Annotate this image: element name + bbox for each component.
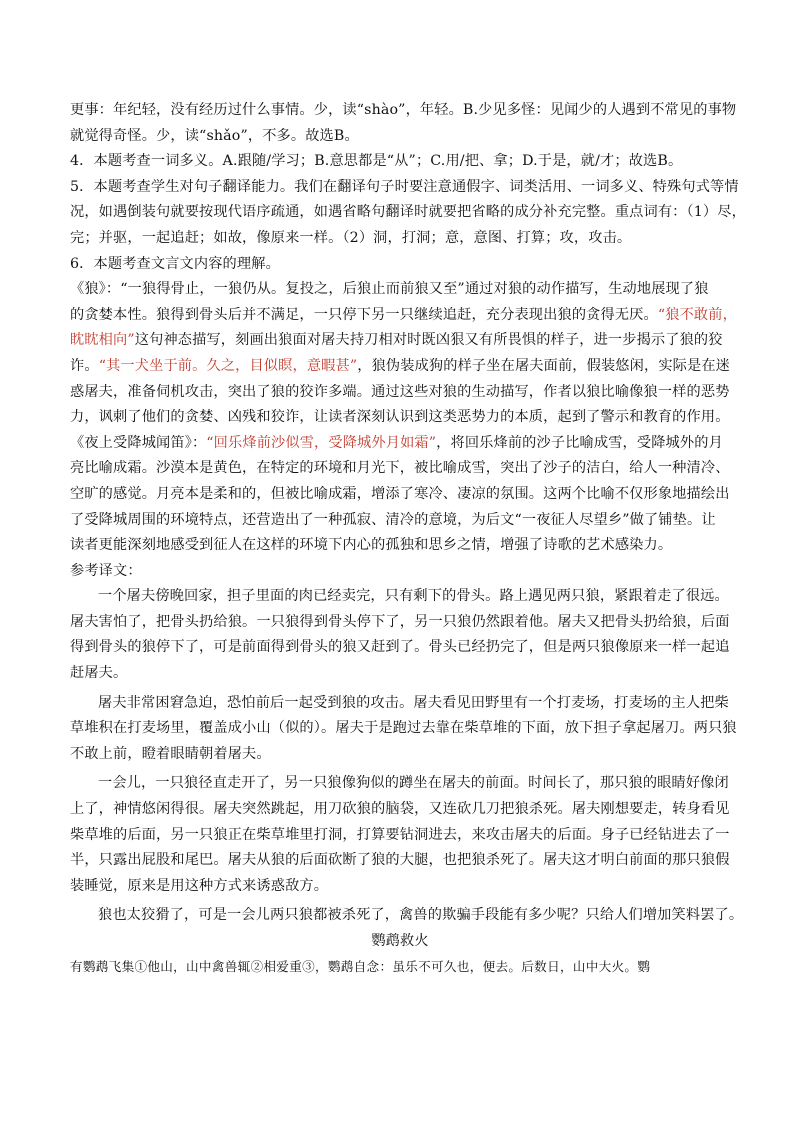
translation-p2-line-3: 不敢上前，瞪着眼睛朝着屠夫。: [70, 745, 271, 762]
wolf-analysis-line-2: [70, 303, 737, 329]
story-title: 鹦鹉救火: [371, 933, 429, 949]
translation-p1-line-4: 赶屠夫。: [70, 665, 128, 682]
answer-5-line-2: 况，如遇倒装句就要按现代语序疏通，如遇省略句翻译时就要把省略的成分补充完整。重点词有：（1）尽，: [70, 204, 746, 221]
quote-highlight: “其一犬坐于前。久之，目似瞑，意暇甚”: [98, 357, 358, 374]
quote-highlight: “回乐烽前沙似雪，受降城外月如霜”: [206, 434, 437, 451]
translation-p3-line-4: 半，只露出屁股和尾巴。屠夫从狼的后面砍断了狼的大腿，也把狼杀死了。屠夫这才明白前面的那只狼假: [70, 852, 730, 869]
document-page: [70, 98, 746, 979]
wolf-analysis-text: 的贪婪本性。狼得到骨头后并不满足，一只停下另一只继续追赶，充分表现出狼的贪得无厌。: [70, 306, 658, 323]
answer-6: 6．本题考查文言文内容的理解。: [70, 255, 280, 272]
poem-analysis-line-3: 空旷的感觉。月亮本是柔和的，但被比喻成霜，增添了寒冷、凄凉的氛围。这两个比喻不仅形象地描绘出: [70, 485, 730, 502]
reference-translation-title: 参考译文：: [70, 562, 142, 579]
answer-5-line-1: 5．本题考查学生对句子翻译能力。我们在翻译句子时要注意通假字、词类活用、一词多义、特殊句式等情: [70, 178, 739, 195]
translation-p3-line-2: 上了，神情悠闲得很。屠夫突然跳起，用刀砍狼的脑袋，又连砍几刀把狼杀死。屠夫刚想要走，转身看见: [70, 801, 730, 818]
answer-3-line-1: 更事：年纪轻，没有经历过什么事情。少，读“shào”，年轻。B.少见多怪：见闻少的人遇到不常见的事物: [70, 102, 737, 118]
answer-3-line-2: 就觉得奇怪。少，读“shǎo”，不多。故选B。: [70, 127, 359, 144]
wolf-analysis-text: ，狼伪装成狗的样子坐在屠夫面前，假装悠闲，实际是在迷: [357, 357, 731, 374]
translation-p1-line-1: 一个屠夫傍晚回家，担子里面的肉已经卖完，只有剩下的骨头。路上遇见两只狼，紧跟着走了很远。: [98, 588, 729, 605]
quote-highlight: “狼不敢前，: [657, 306, 737, 323]
translation-p3-line-3: 柴草堆的后面，另一只狼正在柴草堆里打洞，打算要钻洞进去，来攻击屠夫的后面。身子已经钻进去了一: [70, 826, 730, 843]
wolf-analysis-line-5: 惑屠夫，准备伺机攻击，突出了狼的狡诈多端。通过这些对狼的生动描写，作者以狼比喻像狼一样的恶势: [70, 383, 730, 400]
poem-analysis-line-1: [70, 431, 730, 457]
poem-analysis-text: ，将回乐烽前的沙子比喻成雪，受降城外的月: [436, 434, 723, 451]
wolf-analysis-text: 诈。: [70, 357, 99, 374]
poem-analysis-line-2: 亮比喻成霜。沙漠本是黄色，在特定的环境和月光下，被比喻成雪，突出了沙子的洁白，给人一种清冷、: [70, 460, 730, 477]
wolf-analysis-line-4: [70, 354, 730, 380]
wolf-analysis-line-3: [70, 328, 730, 354]
answer-4: 4．本题考查一词多义。A.跟随/学习；B.意思都是“从”；C.用/把、拿；D.于是，就/才；故选B。: [70, 153, 683, 170]
poem-analysis-line-4: 了受降城周围的环境特点，还营造出了一种孤寂、清冷的意境，为后文“一夜征人尽望乡”做了铺垫。让: [70, 511, 716, 528]
poem-title: 《夜上受降城闻笛》：: [70, 434, 207, 451]
quote-highlight: 眈眈相向”: [70, 332, 135, 349]
translation-p3-line-5: 装睡觉，原来是用这种方式来诱惑敌方。: [70, 877, 329, 894]
translation-p1-line-2: 屠夫害怕了，把骨头扔给狼。一只狼得到骨头停下了，另一只狼仍然跟着他。屠夫又把骨头扔给狼，后面: [70, 613, 730, 630]
translation-p4: 狼也太狡猾了，可是一会儿两只狼都被杀死了，禽兽的欺骗手段能有多少呢？只给人们增加笑料罢了。: [98, 907, 744, 924]
translation-p2-line-2: 草堆积在打麦场里，覆盖成小山（似的）。屠夫于是跑过去靠在柴草堆的下面，放下担子拿起屠刀。两只狼: [70, 720, 737, 737]
wolf-analysis-text: 这句神态描写，刻画出狼面对屠夫持刀相对时既凶狠又有所畏惧的样子，进一步揭示了狼的狡: [134, 332, 723, 349]
story-line-1: 有鹦鹉飞集①他山，山中禽兽辄②相爱重③，鹦鹉自念：虽乐不可久也，便去。后数日，山中大火。鹦: [70, 958, 651, 974]
translation-p2-line-1: 屠夫非常困窘急迫，恐怕前后一起受到狼的攻击。屠夫看见田野里有一个打麦场，打麦场的主人把柴: [98, 694, 729, 711]
translation-p1-line-3: 得到骨头的狼停下了，可是前面得到骨头的狼又赶到了。骨头已经扔完了，但是两只狼像原来一样一起追: [70, 639, 730, 656]
answer-5-line-3: 完；并驱，一起追赶；如故，像原来一样。（2）洞，打洞；意，意图、打算；攻，攻击。: [70, 229, 632, 246]
poem-analysis-line-5: 读者更能深刻地感受到征人在这样的环境下内心的孤独和思乡之情，增强了诗歌的艺术感染力。: [70, 537, 673, 554]
wolf-analysis-line-1: 《狼》：“一狼得骨止，一狼仍从。复投之，后狼止而前狼又至”通过对狼的动作描写，生动地展现了狼: [70, 281, 709, 298]
translation-p3-line-1: 一会儿，一只狼径直走开了，另一只狼像狗似的蹲坐在屠夫的前面。时间长了，那只狼的眼睛好像闭: [98, 775, 729, 792]
wolf-analysis-line-6: 力，讽刺了他们的贪婪、凶残和狡诈，让读者深刻认识到这类恶势力的本质，起到了警示和教育的作用。: [70, 409, 730, 426]
